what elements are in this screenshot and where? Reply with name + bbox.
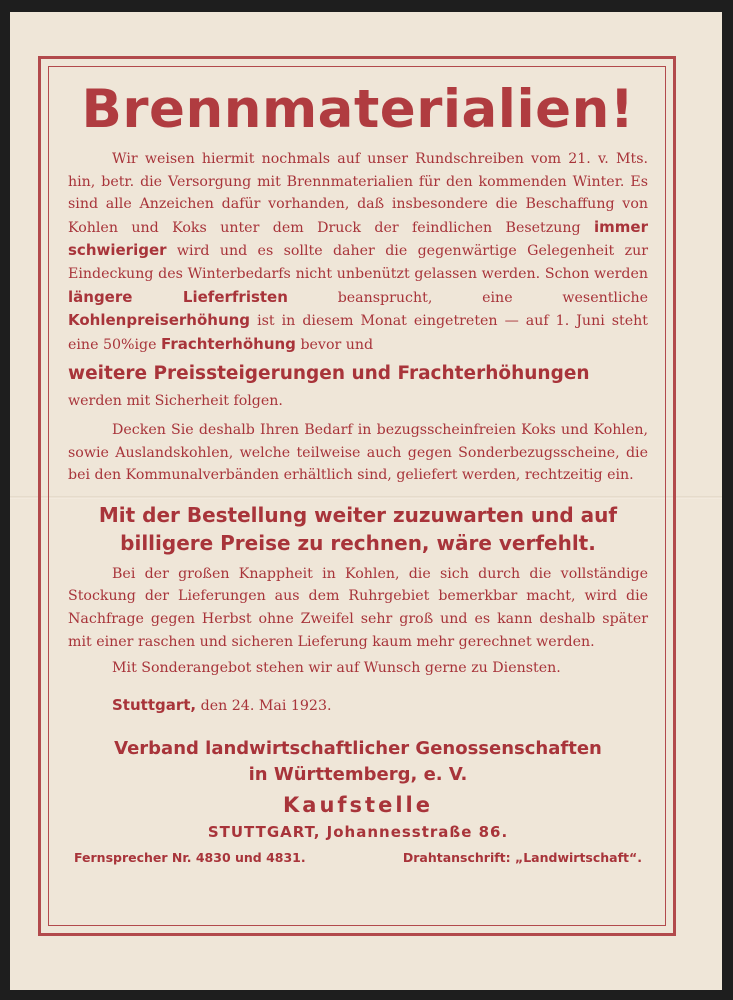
emphasis-lieferfristen: längere Lieferfristen	[68, 287, 288, 306]
paragraph-2: Decken Sie deshalb Ihren Bedarf in bezugsscheinfreien Koks und Kohlen, sowie Auslandskohlen, welche teilweise auch gegen Sonderbezugsscheine, die bei den Kommunalverbänden erhältlich sind, geliefert werden, rechtzeitig ein.	[68, 421, 648, 484]
telegram-address: Drahtanschrift: „Landwirtschaft“.	[402, 849, 642, 865]
organization-name: Verband landwirtschaftlicher Genossenschaften in Württemberg, e. V.	[114, 737, 602, 785]
emphasis-immer-schwieriger: immer schwieriger	[68, 217, 648, 260]
paragraph-1: Wir weisen hiermit nochmals auf unser Rundschreiben vom 21. v. Mts. hin, betr. die Versorgung mit Brennmaterialien für den kommenden Winter. Es sind alle Anzeichen dafür vorhanden, daß insbesondere die Beschaffung von Kohlen und Koks unter dem Druck der feindlichen Besetzung immer schwieriger wird und es sollte daher die gegenwärtige Gelegenheit zur Eindeckung des Winterbedarfs nicht unbenützt gelassen werden. Schon werden längere Lieferfristen beansprucht, eine wesentliche Kohlenpreiserhöhung ist in diesem Monat eingetreten — auf 1. Juni steht eine 50%ige Frachterhöhung bevor und	[68, 151, 648, 353]
emphasis-price-increase: weitere Preissteigerungen und Frachterhöhungen	[68, 363, 590, 385]
contact-line	[68, 850, 648, 865]
place-date	[112, 696, 648, 714]
date: den 24. Mai 1923.	[196, 697, 332, 714]
paragraph-4: Mit Sonderangebot stehen wir auf Wunsch gerne zu Diensten.	[112, 660, 561, 677]
phone-number: Fernsprecher Nr. 4830 und 4831.	[74, 849, 306, 865]
paragraph-1-end: werden mit Sicherheit folgen.	[68, 393, 283, 410]
headline: Brennmaterialien!	[81, 79, 635, 140]
paragraph-3: Bei der großen Knappheit in Kohlen, die sich durch die vollständige Stockung der Lieferungen aus dem Ruhrgebiet bemerkbar macht, wird die Nachfrage gegen Herbst ohne Zweifel sehr groß und es kann deshalb später mit einer raschen und sicheren Lieferung kaum mehr gerechnet werden.	[68, 565, 648, 650]
emphasis-kohlenpreiserhoehung: Kohlenpreiserhöhung	[68, 311, 251, 330]
emphasis-order-now: Mit der Bestellung weiter zuzuwarten und auf billigere Preise zu rechnen, wäre verfehlt.	[98, 502, 618, 555]
place: Stuttgart,	[112, 695, 197, 714]
document-body	[68, 78, 648, 865]
address: STUTTGART, Johannesstraße 86.	[207, 822, 509, 841]
department-name: Kaufstelle	[283, 792, 433, 817]
emphasis-frachterhoehung: Frachterhöhung	[161, 334, 296, 353]
